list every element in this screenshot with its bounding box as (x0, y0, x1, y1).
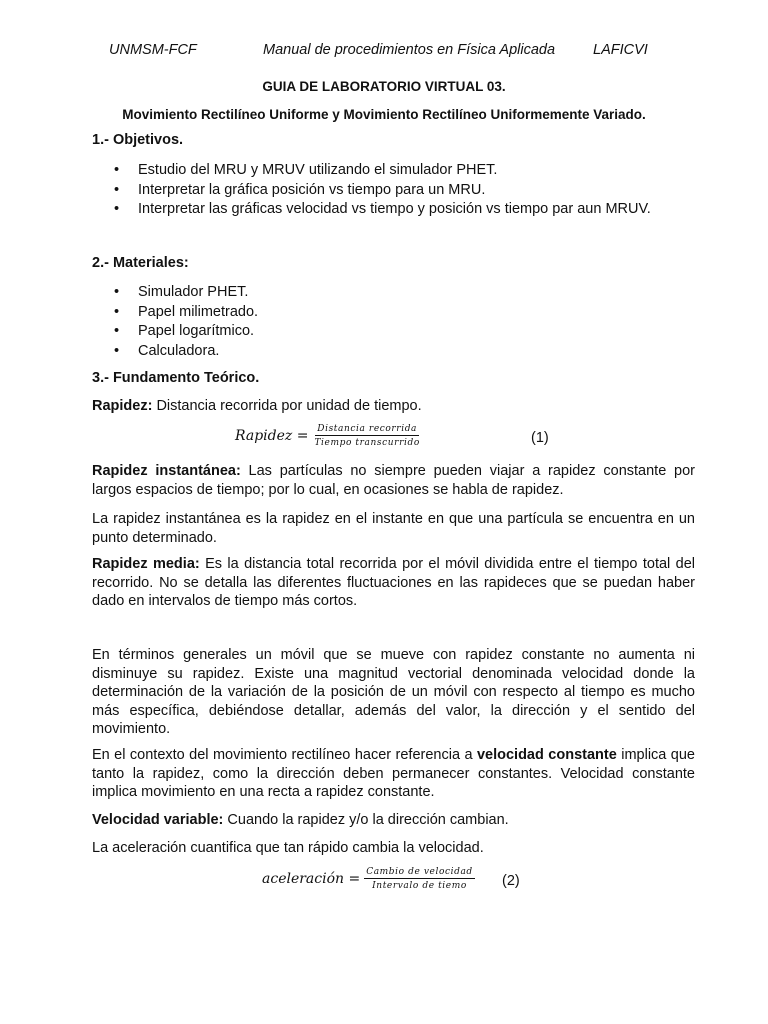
bullet-icon: • (114, 303, 120, 320)
formula-2-denominator: Intervalo de tiemo (372, 881, 467, 891)
formula-2-fraction (364, 867, 475, 891)
term-velocidad-variable: Velocidad variable: (92, 812, 224, 828)
bullet-icon: • (114, 181, 120, 198)
list-item: • Papel milimetrado. (112, 303, 258, 323)
list-item: • Interpretar la gráfica posición vs tiempo para un MRU. (112, 181, 651, 201)
header-lab: LAFICVI (593, 42, 648, 58)
list-item: • Simulador PHET. (112, 283, 258, 303)
instantanea-paragraph-2: La rapidez instantánea es la rapidez en el instante en que una partícula se encuentra en un punto determinado. (92, 511, 695, 546)
formula-aceleracion (262, 867, 475, 891)
list-item: • Interpretar las gráficas velocidad vs tiempo y posición vs tiempo par aun MRUV. (112, 200, 651, 220)
aceleracion-paragraph: La aceleración cuantifica que tan rápido cambia la velocidad. (92, 840, 484, 856)
section-heading-fundamento: 3.- Fundamento Teórico. (92, 370, 260, 386)
section-heading-materiales: 2.- Materiales: (92, 255, 189, 271)
instantanea-paragraph: Rapidez instantánea: Las partículas no siempre pueden viajar a rapidez constante por largos espacios de tiempo; por lo cual, en ocasiones se habla de rapidez. (92, 463, 695, 498)
objetivos-list (112, 161, 651, 220)
general-paragraph: En términos generales un móvil que se mueve con rapidez constante no aumenta ni disminuye su rapidez. Existe una magnitud vectorial denominada velocidad donde la determinación de la variación de la posición de un móvil con respecto al tiempo es mucho más específica, debiéndose detallar, además del valor, la dirección y el sentido del movimiento. (92, 647, 695, 737)
section-heading-objetivos: 1.- Objetivos. (92, 132, 184, 148)
bullet-icon: • (114, 162, 120, 178)
term-rapidez: Rapidez: (92, 398, 153, 414)
bullet-icon: • (114, 284, 120, 300)
contexto-paragraph: En el contexto del movimiento rectilíneo hacer referencia a velocidad constante implica que tanto la rapidez, como la dirección deben permanecer constantes. Velocidad constante implica movimiento en una recta a rapidez constante. (92, 747, 695, 800)
variable-paragraph: Velocidad variable: Cuando la rapidez y/o la dirección cambian. (92, 812, 509, 828)
list-item: • Estudio del MRU y MRUV utilizando el simulador PHET. (112, 161, 651, 181)
header-institution: UNMSM-FCF (109, 42, 197, 58)
page-title: GUIA DE LABORATORIO VIRTUAL 03. (262, 79, 506, 94)
formula-1-fraction (312, 424, 421, 448)
bullet-icon: • (114, 342, 120, 359)
bullet-icon: • (114, 201, 120, 217)
formula-rapidez (235, 424, 422, 448)
materiales-list (112, 283, 258, 361)
list-item: • Papel logarítmico. (112, 322, 258, 342)
media-paragraph: Rapidez media: Es la distancia total recorrida por el móvil dividida entre el tiempo total del recorrido. No se detalla las diferentes fluctuaciones en las rapideces que se puedan haber dado en intervalos de tiempo más cortos. (92, 556, 695, 609)
term-rapidez-instantanea: Rapidez instantánea: (92, 463, 241, 479)
equation-number-1: (1) (531, 430, 549, 446)
list-item: • Calculadora. (112, 342, 258, 362)
header-manual-title: Manual de procedimientos en Física Aplicada (263, 42, 556, 58)
formula-1-numerator: Distancia recorrida (317, 424, 418, 434)
formula-1-lhs: Rapidez = (235, 428, 309, 444)
formula-2-numerator: Cambio de velocidad (366, 867, 473, 877)
bullet-icon: • (114, 323, 120, 339)
formula-1-denominator: Tiempo transcurrido (314, 438, 420, 448)
rapidez-paragraph: Rapidez: Distancia recorrida por unidad de tiempo. (92, 398, 422, 414)
page-subtitle: Movimiento Rectilíneo Uniforme y Movimiento Rectilíneo Uniformemente Variado. (122, 107, 646, 122)
formula-2-lhs: aceleración = (262, 871, 361, 887)
term-velocidad-constante: velocidad constante (476, 747, 617, 763)
term-rapidez-media: Rapidez media: (92, 556, 200, 572)
equation-number-2: (2) (502, 873, 520, 889)
